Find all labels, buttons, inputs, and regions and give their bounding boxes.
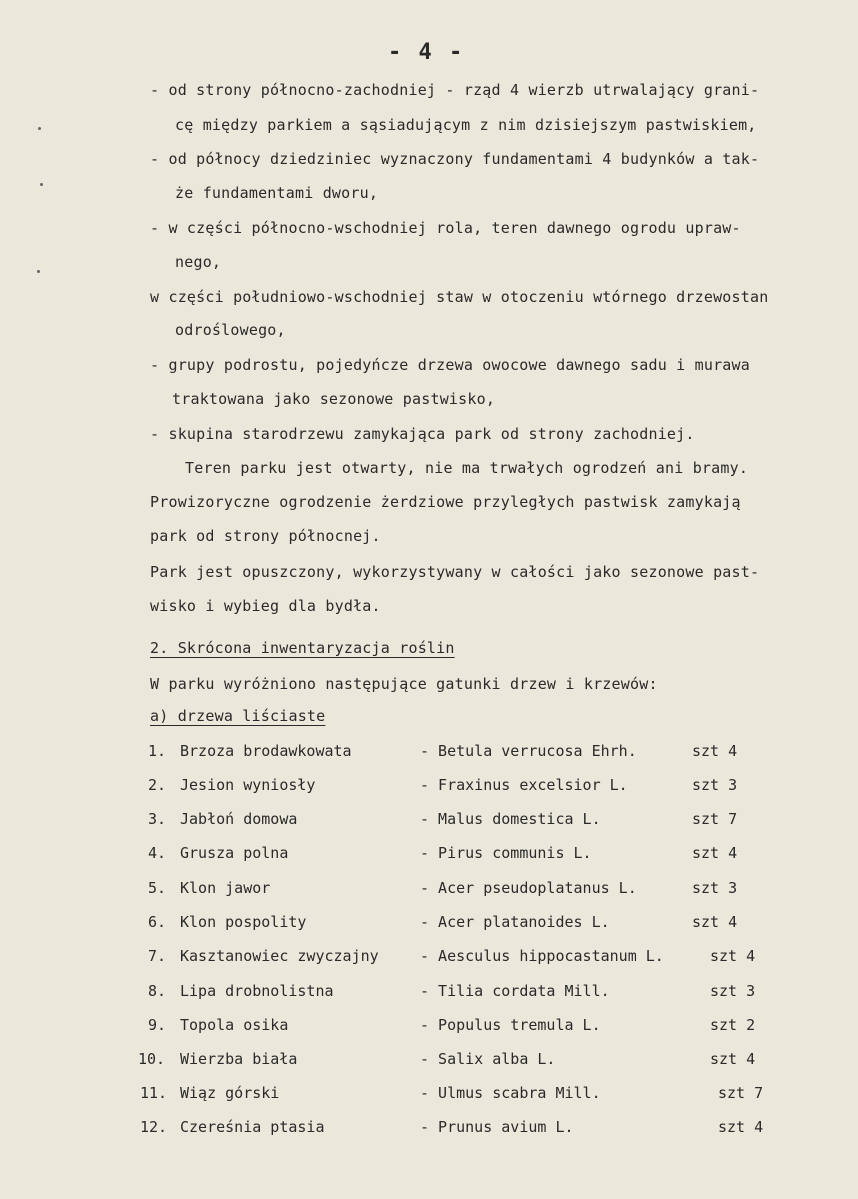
section-heading: 2. Skrócona inwentaryzacja roślin: [150, 639, 455, 657]
tree-latin: - Acer pseudoplatanus L.: [420, 879, 637, 897]
margin-mark: [38, 127, 41, 130]
tree-number: 2.: [148, 776, 167, 794]
tree-latin: - Ulmus scabra Mill.: [420, 1084, 601, 1102]
paragraph-2-line-2: park od strony północnej.: [150, 527, 381, 545]
table-row: [0, 741, 858, 761]
bullet-3-line-1: - w części północno-wschodniej rola, teren dawnego ogrodu upraw-: [150, 219, 741, 237]
paragraph-3-line-1: Park jest opuszczony, wykorzystywany w całości jako sezonowe past-: [150, 563, 760, 581]
tree-count: szt 4: [718, 1118, 764, 1136]
tree-count: szt 4: [710, 947, 756, 965]
bullet-4-line-2: odroślowego,: [175, 321, 286, 339]
tree-name: Lipa drobnolistna: [180, 982, 334, 1000]
table-row: [0, 843, 858, 863]
inventory-intro: W parku wyróżniono następujące gatunki drzew i krzewów:: [150, 675, 658, 693]
tree-number: 8.: [148, 982, 167, 1000]
bullet-1-line-2: cę między parkiem a sąsiadującym z nim dzisiejszym pastwiskiem,: [175, 116, 757, 134]
tree-latin: - Fraxinus excelsior L.: [420, 776, 628, 794]
paragraph-3-line-2: wisko i wybieg dla bydła.: [150, 597, 381, 615]
table-row: [0, 1049, 858, 1069]
tree-number: 4.: [148, 844, 167, 862]
tree-number: 10.: [138, 1050, 166, 1068]
table-row: [0, 946, 858, 966]
tree-name: Jesion wyniosły: [180, 776, 316, 794]
tree-number: 12.: [140, 1118, 168, 1136]
tree-name: Wierzba biała: [180, 1050, 298, 1068]
tree-count: szt 3: [692, 776, 738, 794]
table-row: [0, 878, 858, 898]
bullet-5-line-1: - grupy podrostu, pojedyńcze drzewa owocowe dawnego sadu i murawa: [150, 356, 750, 374]
margin-mark: [40, 183, 43, 186]
margin-mark: [37, 270, 40, 273]
paragraph-1: Teren parku jest otwarty, nie ma trwałych ogrodzeń ani bramy.: [185, 459, 749, 477]
tree-count: szt 3: [692, 879, 738, 897]
tree-number: 6.: [148, 913, 167, 931]
tree-latin: - Salix alba L.: [420, 1050, 556, 1068]
tree-latin: - Tilia cordata Mill.: [420, 982, 610, 1000]
tree-name: Topola osika: [180, 1016, 289, 1034]
bullet-4-line-1: w części południowo-wschodniej staw w otoczeniu wtórnego drzewostan: [150, 288, 769, 306]
tree-number: 9.: [148, 1016, 167, 1034]
page-number: - 4 -: [388, 40, 465, 65]
table-row: [0, 1083, 858, 1103]
tree-latin: - Malus domestica L.: [420, 810, 601, 828]
bullet-2-line-1: - od północy dziedziniec wyznaczony fundamentami 4 budynków a tak-: [150, 150, 760, 168]
tree-latin: - Betula verrucosa Ehrh.: [420, 742, 637, 760]
table-row: [0, 1117, 858, 1137]
tree-latin: - Aesculus hippocastanum L.: [420, 947, 664, 965]
bullet-1-line-1: - od strony północno-zachodniej - rząd 4 wierzb utrwalający grani-: [150, 81, 760, 99]
tree-name: Grusza polna: [180, 844, 289, 862]
table-row: [0, 1015, 858, 1035]
tree-name: Jabłoń domowa: [180, 810, 298, 828]
tree-number: 1.: [148, 742, 167, 760]
tree-name: Klon pospolity: [180, 913, 307, 931]
bullet-6-line-1: - skupina starodrzewu zamykająca park od strony zachodniej.: [150, 425, 695, 443]
tree-count: szt 4: [710, 1050, 756, 1068]
tree-number: 11.: [140, 1084, 168, 1102]
tree-count: szt 4: [692, 742, 738, 760]
bullet-5-line-2: traktowana jako sezonowe pastwisko,: [172, 390, 496, 408]
tree-name: Brzoza brodawkowata: [180, 742, 352, 760]
tree-latin: - Populus tremula L.: [420, 1016, 601, 1034]
tree-number: 3.: [148, 810, 167, 828]
tree-name: Kasztanowiec zwyczajny: [180, 947, 379, 965]
tree-count: szt 4: [692, 844, 738, 862]
table-row: [0, 981, 858, 1001]
tree-latin: - Prunus avium L.: [420, 1118, 574, 1136]
tree-count: szt 7: [692, 810, 738, 828]
tree-count: szt 3: [710, 982, 756, 1000]
tree-count: szt 4: [692, 913, 738, 931]
table-row: [0, 809, 858, 829]
paragraph-2-line-1: Prowizoryczne ogrodzenie żerdziowe przyległych pastwisk zamykają: [150, 493, 741, 511]
bullet-2-line-2: że fundamentami dworu,: [175, 184, 379, 202]
tree-count: szt 2: [710, 1016, 756, 1034]
tree-number: 7.: [148, 947, 167, 965]
tree-number: 5.: [148, 879, 167, 897]
tree-latin: - Acer platanoides L.: [420, 913, 610, 931]
tree-name: Klon jawor: [180, 879, 271, 897]
tree-name: Wiąz górski: [180, 1084, 280, 1102]
tree-count: szt 7: [718, 1084, 764, 1102]
tree-latin: - Pirus communis L.: [420, 844, 592, 862]
table-row: [0, 775, 858, 795]
tree-name: Czereśnia ptasia: [180, 1118, 325, 1136]
bullet-3-line-2: nego,: [175, 253, 222, 271]
table-row: [0, 912, 858, 932]
subheading-deciduous-trees: a) drzewa liściaste: [150, 707, 326, 725]
